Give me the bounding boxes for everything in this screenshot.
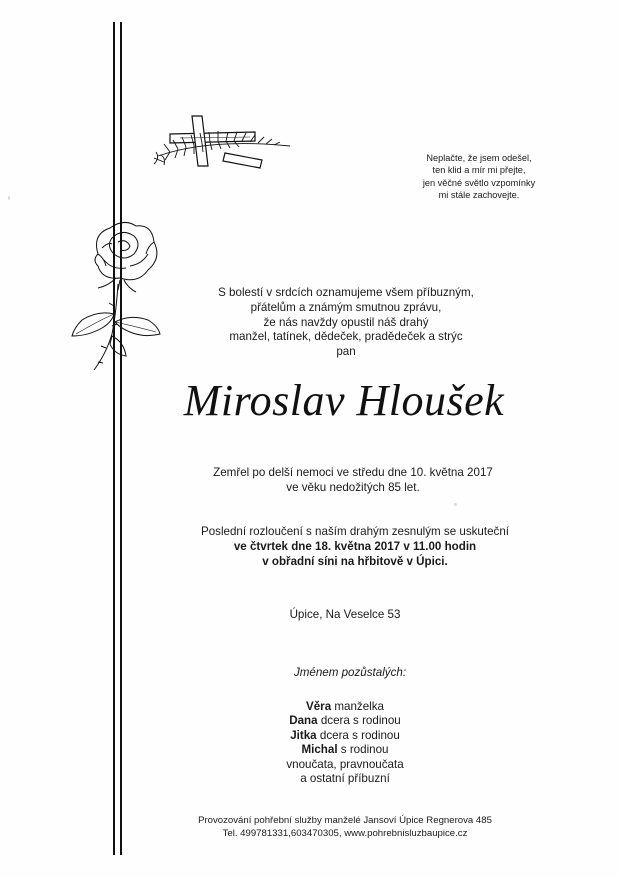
death-notice xyxy=(183,466,523,496)
poem xyxy=(404,152,554,202)
announcement-line: přátelům a známým smutnou zprávu, xyxy=(250,300,442,314)
announcement-line: S bolestí v srdcích oznamujeme všem příbuzným, xyxy=(218,286,474,299)
poem-line: jen věčné světlo vzpomínky xyxy=(422,177,536,188)
death-notice-line: Zemřel po delší nemoci ve středu dne 10. května 2017 xyxy=(213,466,493,479)
footer-line-company: Provozování pohřební služby manželé Jansoví Úpice Regnerova 485 xyxy=(198,815,492,826)
family-member-relation: dcera s rodinou xyxy=(319,728,400,742)
family-member-name: Michal xyxy=(301,743,338,757)
family-member xyxy=(250,714,440,728)
poem-line: mi stále zachovejte. xyxy=(438,190,520,201)
announcement-line: pan xyxy=(336,345,356,359)
family-member-name: Jitka xyxy=(290,728,317,742)
family-member-name: Věra xyxy=(306,700,332,713)
cross-with-palm-icon xyxy=(150,108,300,178)
farewell-info xyxy=(165,525,545,569)
family-extra-line: a ostatní příbuzní xyxy=(300,772,390,786)
scan-speck xyxy=(8,196,10,200)
family-member xyxy=(250,743,440,757)
funeral-service-footer xyxy=(170,814,520,841)
poem-line: ten klid a mír mi přejte, xyxy=(432,165,526,176)
family-extra-line: vnoučata, pravnoučata xyxy=(286,757,404,771)
farewell-place: v obřadní síni na hřbitově v Úpici. xyxy=(262,554,448,568)
family-member-relation: manželka xyxy=(334,700,384,713)
vertical-rule-left xyxy=(113,22,115,855)
family-address: Úpice, Na Veselce 53 xyxy=(289,608,401,621)
family-member-relation: dcera s rodinou xyxy=(320,714,401,728)
announcement xyxy=(190,286,502,360)
footer-line-contact: Tel. 499781331,603470305, www.pohrebnisluzbaupice.cz xyxy=(222,828,468,840)
announcement-line: že nás navždy opustil náš drahý xyxy=(263,315,429,329)
family-member-relation: s rodinou xyxy=(340,743,389,757)
farewell-date: ve čtvrtek dne 18. května 2017 v 11.00 hodin xyxy=(233,539,477,553)
scan-speck xyxy=(454,503,457,506)
family-member-name: Dana xyxy=(289,714,318,728)
vertical-rule-right xyxy=(120,22,122,855)
farewell-intro: Poslední rozloučení s naším drahým zesnulým se uskuteční xyxy=(200,525,510,538)
death-notice-line: ve věku nedožitých 85 let. xyxy=(286,480,420,494)
signed-by-label: Jménem pozůstalých: xyxy=(293,666,407,679)
family-member xyxy=(250,700,440,714)
deceased-name: Miroslav Hloušek xyxy=(183,376,505,425)
family-member xyxy=(250,729,440,743)
announcement-line: manžel, tatínek, dědeček, pradědeček a strýc xyxy=(229,330,463,344)
poem-line: Neplačte, že jsem odešel, xyxy=(426,153,532,163)
rose-icon xyxy=(68,214,168,376)
family-list xyxy=(250,700,440,786)
